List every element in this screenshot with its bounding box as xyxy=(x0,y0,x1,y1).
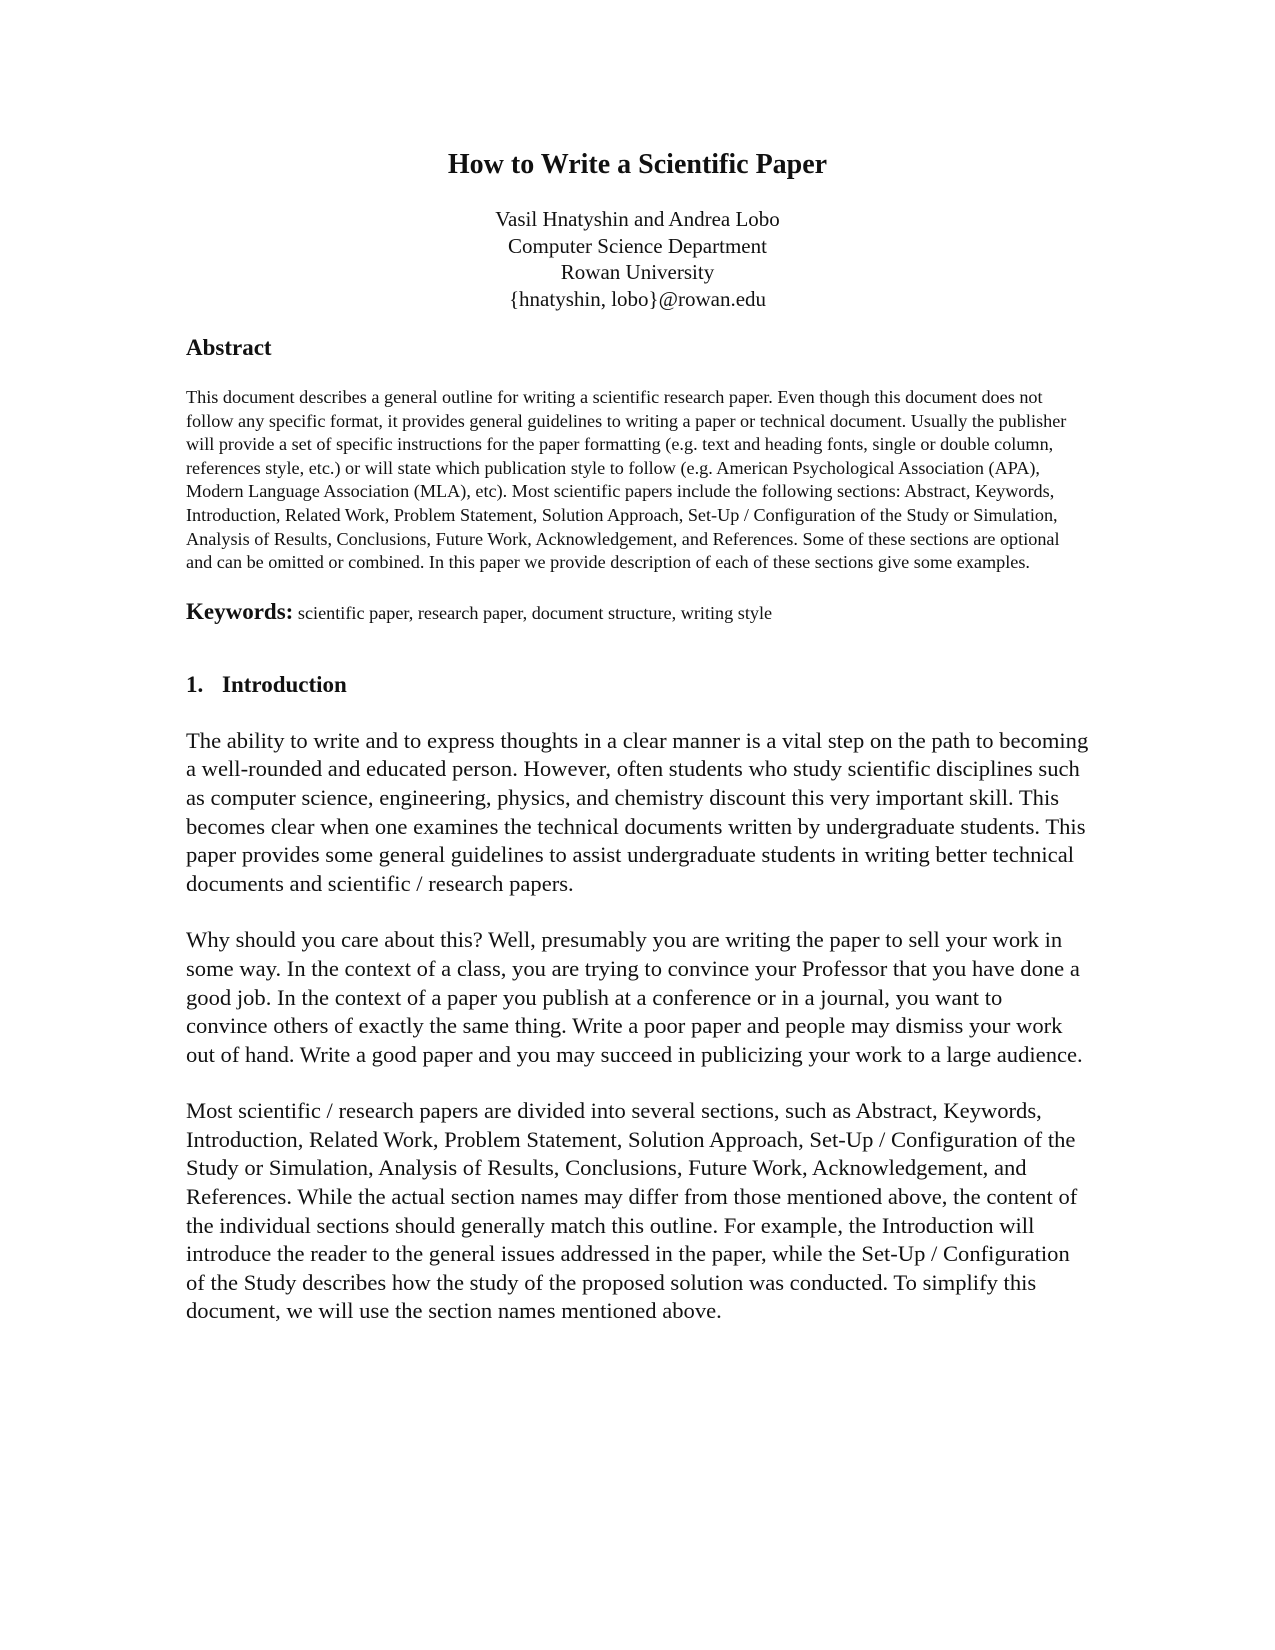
author-block xyxy=(186,206,1089,312)
section-heading-introduction xyxy=(186,671,1089,699)
author-university: Rowan University xyxy=(560,260,715,284)
abstract-heading: Abstract xyxy=(186,335,272,360)
keywords-text: scientific paper, research paper, document structure, writing style xyxy=(297,602,773,623)
paper-title: How to Write a Scientific Paper xyxy=(447,149,828,180)
paper-content xyxy=(186,148,1089,1326)
keywords-label: Keywords: xyxy=(186,598,294,624)
body-paragraph: Why should you care about this? Well, presumably you are writing the paper to sell your work in some way. In the context of a class, you are trying to convince your Professor that you have done a good job. In the context of a paper you publish at a conference or in a journal, you want to convince others of exactly the same thing. Write a poor paper and people may dismiss your work out of hand. Write a good paper and you may succeed in publicizing your work to a large audience. xyxy=(186,927,1083,1067)
section-title: Introduction xyxy=(222,671,347,697)
body-paragraph: The ability to write and to express thoughts in a clear manner is a vital step on the path to becoming a well-rounded and educated person. However, often students who study scientific disciplines such as computer science, engineering, physics, and chemistry discount this very important skill. This becomes clear when one examines the technical documents written by undergraduate students. This paper provides some general guidelines to assist undergraduate students in writing better technical documents and scientific / research papers. xyxy=(186,727,1089,896)
author-email: {hnatyshin, lobo}@rowan.edu xyxy=(508,286,767,311)
abstract-text: This document describes a general outline for writing a scientific research paper. Even though this document does not follow any specific format, it provides general guidelines to writing a paper or technical document. Usually the publisher will provide a set of specific instructions for the paper formatting (e.g. text and heading fonts, single or double column, references style, etc.) or will state which publication style to follow (e.g. American Psychological Association (APA), Modern Language Association (MLA), etc). Most scientific papers include the following sections: Abstract, Keywords, Introduction, Related Work, Problem Statement, Solution Approach, Set-Up / Configuration of the Study or Simulation, Analysis of Results, Conclusions, Future Work, Acknowledgement, and References. Some of these sections are optional and can be omitted or combined. In this paper we provide description of each of these sections give some examples. xyxy=(186,387,1067,573)
author-names: Vasil Hnatyshin and Andrea Lobo xyxy=(495,207,780,231)
body-paragraph: Most scientific / research papers are divided into several sections, such as Abstract, Keywords, Introduction, Related Work, Problem Statement, Solution Approach, Set-Up / Configuration of the Study or Simulation, Analysis of Results, Conclusions, Future Work, Acknowledgement, and References. While the actual section names may differ from those mentioned above, the content of the individual sections should generally match this outline. For example, the Introduction will introduce the reader to the general issues addressed in the paper, while the Set-Up / Configuration of the Study describes how the study of the proposed solution was conducted. To simplify this document, we will use the section names mentioned above. xyxy=(186,1098,1078,1324)
author-department: Computer Science Department xyxy=(508,233,767,258)
keywords-line xyxy=(186,600,1089,625)
section-number: 1. xyxy=(186,671,204,697)
